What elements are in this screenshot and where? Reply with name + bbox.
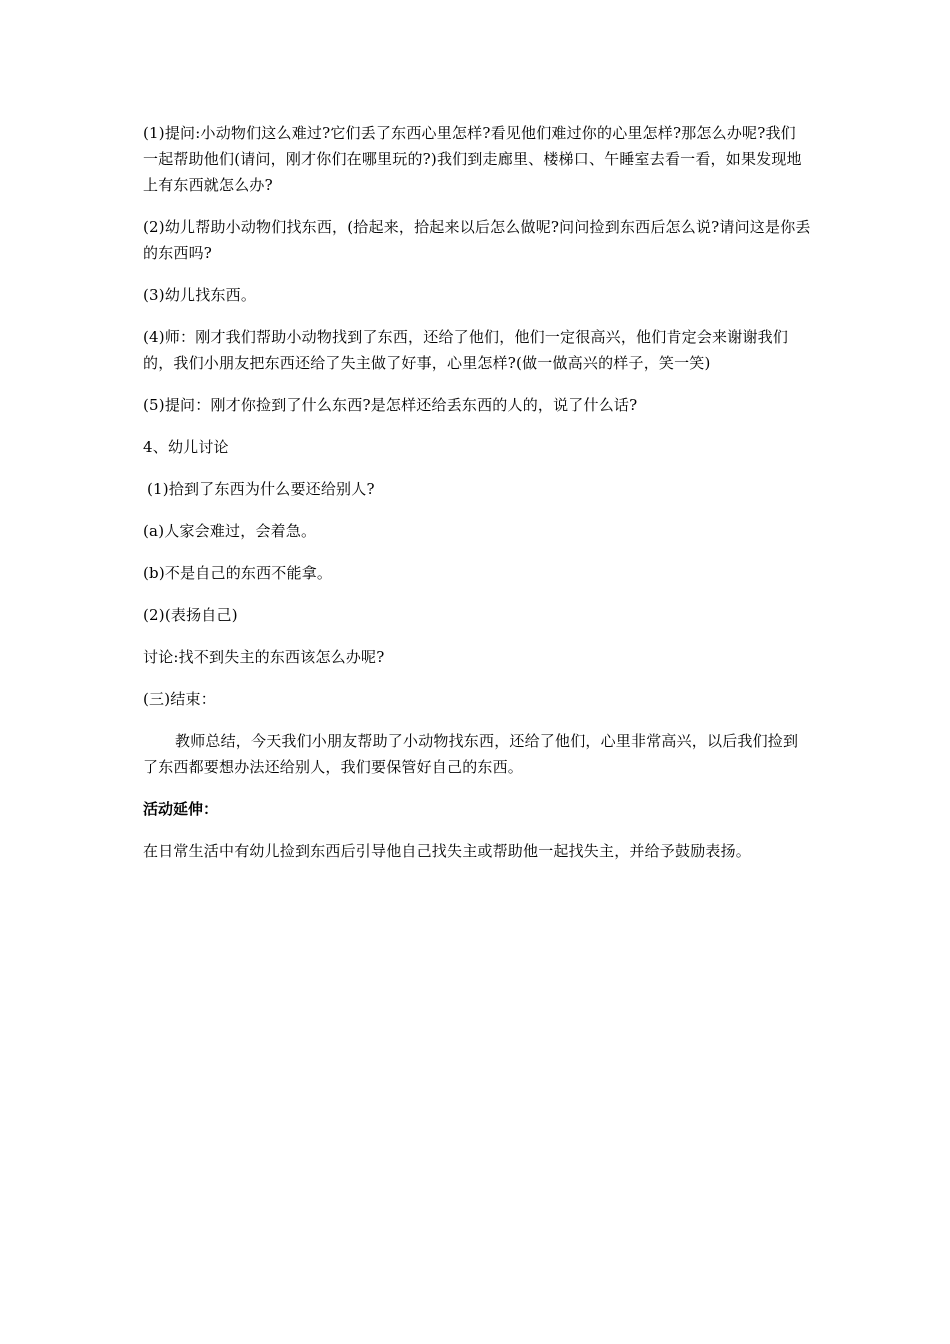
discussion-item-2: (2)(表扬自己) <box>143 606 238 624</box>
question-paragraph-5: (5)提问：刚才你捡到了什么东西?是怎样还给丢东西的人的，说了什么话? <box>143 396 638 414</box>
discussion-answer-a: (a)人家会难过，会着急。 <box>143 522 317 540</box>
teacher-summary: 教师总结，今天我们小朋友帮助了小动物找东西，还给了他们，心里非常高兴，以后我们捡到了东西都要想办法还给别人，我们要保管好自己的东西。 <box>143 732 799 776</box>
activity-extension-text: 在日常生活中有幼儿捡到东西后引导他自己找失主或帮助他一起找失主，并给予鼓励表扬。 <box>143 842 752 860</box>
question-paragraph-1: (1)提问:小动物们这么难过?它们丢了东西心里怎样?看见他们难过你的心里怎样?那怎么办呢?我们一起帮助他们(请问，刚才你们在哪里玩的?)我们到走廊里、楼梯口、午睡室去看一看，如果发现地上有东西就怎么办? <box>143 124 802 194</box>
activity-extension-heading: 活动延伸： <box>143 800 219 818</box>
document-body <box>143 120 811 880</box>
discussion-title: 4、幼儿讨论 <box>143 438 229 456</box>
help-find-paragraph-2: (2)幼儿帮助小动物们找东西，(拾起来，拾起来以后怎么做呢?问问捡到东西后怎么说?请问这是你丢的东西吗? <box>143 218 811 262</box>
teacher-paragraph-4: (4)师：刚才我们帮助小动物找到了东西，还给了他们，他们一定很高兴，他们肯定会来谢谢我们的，我们小朋友把东西还给了失主做了好事，心里怎样?(做一做高兴的样子，笑一笑) <box>143 328 789 372</box>
discussion-lost-owner: 讨论:找不到失主的东西该怎么办呢? <box>143 648 385 666</box>
discussion-question-1: (1)拾到了东西为什么要还给别人? <box>147 480 375 498</box>
ending-title: (三)结束： <box>143 690 216 708</box>
find-things-paragraph-3: (3)幼儿找东西。 <box>143 286 257 304</box>
discussion-answer-b: (b)不是自己的东西不能拿。 <box>143 564 333 582</box>
